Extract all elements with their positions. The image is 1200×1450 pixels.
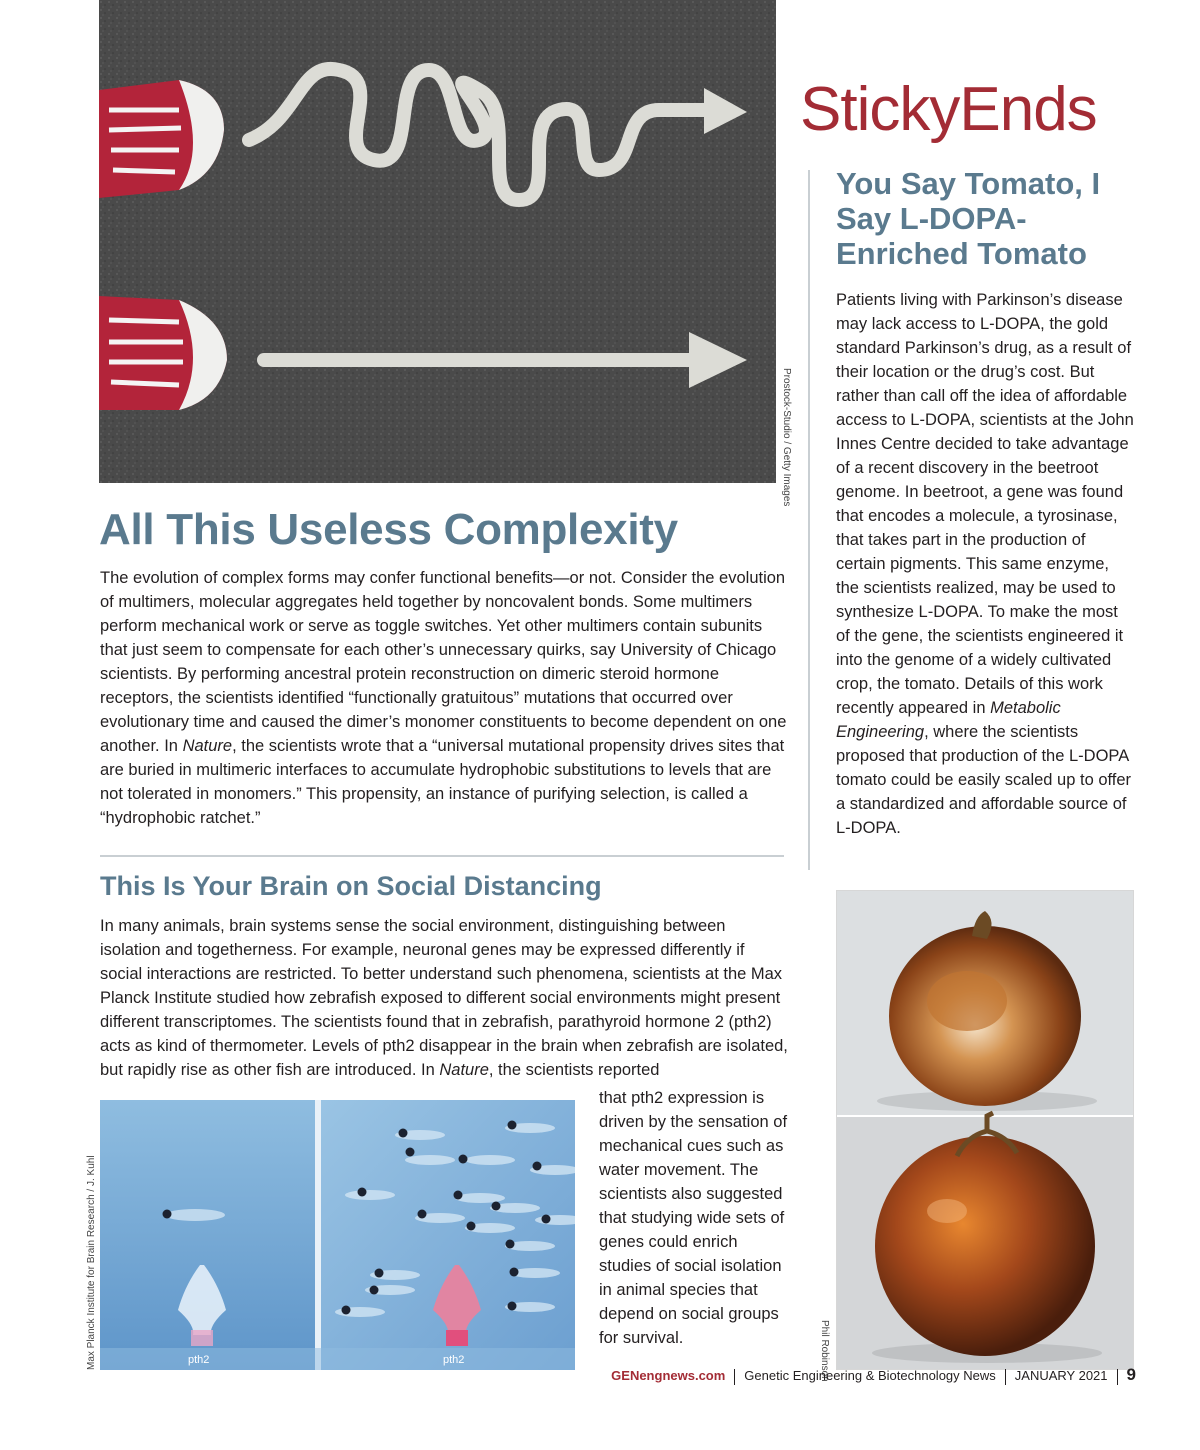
right-body-text-1: Patients living with Parkinson’s disease may lack access to L-DOPA, the gold standard Parkinson’s drug, as a result of their location or the drug’s cost. But rather than call off the idea of affordable access to L-DOPA, scientists at the John Innes Centre decided to take advantage of a recent discovery in the beetroot genome. In beetroot, a gene was found that encodes a molecule, a tyrosinase, that takes part in the production of certain pigments. This same enzyme, the scientists realized, may be used to synthesize L-DOPA. To make the most of the gene, the scientists engineered it into the genome of a widely cultivated crop, the tomato. Details of this work recently appeared in — [836, 291, 1134, 717]
second-article-headline: This Is Your Brain on Social Distancing — [100, 871, 602, 901]
tomato-photo-credit: Phil Robinson — [819, 1320, 830, 1382]
pth2-label-left: pth2 — [188, 1354, 210, 1366]
right-article-body — [836, 288, 1136, 840]
main-article-body — [100, 566, 790, 830]
right-body-text-2: , where the scientists proposed that production of the L-DOPA tomato could be easily scaled up to offer a standardized and affordable source of L-DOPA. — [836, 723, 1132, 837]
pth2-label-right: pth2 — [443, 1354, 465, 1366]
second-body-text-2: , the scientists reported — [488, 1061, 660, 1079]
second-body-text-1: In many animals, brain systems sense the social environment, distinguishing between isolation and togetherness. For example, neuronal genes may be expressed differently if social interactions are restricted. To better understand such phenomena, scientists at the Max Planck Institute studied how zebrafish exposed to different social environments might present different transcriptomes. The scientists found that in zebrafish, parathyroid hormone 2 (pth2) acts as kind of thermometer. Levels of pth2 disappear in the brain when zebrafish are isolated, but rapidly rise as other fish are introduced. In — [100, 917, 788, 1079]
main-journal-name: Nature — [182, 737, 233, 755]
footer-date: JANUARY 2021 — [1014, 1368, 1108, 1383]
hero-photo — [99, 0, 776, 483]
main-body-text-1: The evolution of complex forms may confer functional benefits—or not. Consider the evolution of multimers, molecular aggregates held together by noncovalent bonds. Some multimers perform mechanical work or serve as toggle switches. Yet other multimers contain subunits that just seem to compensate for each other’s unnecessary quirks, say University of Chicago scientists. By performing ancestral protein reconstruction on dimeric steroid hormone receptors, the scientists identified “functionally gratuitous” mutations that occurred over evolutionary time and caused the dimer’s monomer constituents to become dependent on one another. In — [100, 569, 787, 755]
footer-site-link[interactable]: GENengnews.com — [611, 1368, 726, 1383]
right-column-rule — [808, 170, 810, 870]
right-article-headline: You Say Tomato, I Say L-DOPA-Enriched Tomato — [836, 166, 1101, 271]
section-title: StickyEnds — [800, 75, 1097, 144]
second-article-body — [100, 914, 790, 1082]
footer-separator — [1117, 1369, 1118, 1385]
second-journal-name: Nature — [439, 1061, 489, 1079]
footer-separator — [734, 1369, 735, 1385]
illustration-credit: Max Planck Institute for Brain Research / J. Kuhl — [86, 1155, 97, 1370]
hero-photo-credit: Prostock-Studio / Getty Images — [781, 368, 792, 507]
sneakers-arrows-illustration — [99, 0, 776, 483]
footer-separator — [1005, 1369, 1006, 1385]
tomato-illustration — [837, 891, 1134, 1370]
zebrafish-illustration — [100, 1100, 575, 1370]
second-article-body-continued: that pth2 expression is driven by the sensation of mechanical cues such as water movement. The scientists also suggested that studying wide sets of genes could enrich studies of social isolation in animal species that depend on social groups for survival. — [599, 1089, 788, 1347]
page-footer — [611, 1365, 1136, 1386]
page-number: 9 — [1126, 1365, 1136, 1384]
main-article-headline: All This Useless Complexity — [99, 505, 678, 554]
main-body-text-2: , the scientists wrote that a “universal mutational propensity drives sites that are buried in multimeric interfaces to accumulate hydrophobic substitutions to levels that are not tolerated in monomers.” This propensity, an instance of purifying selection, is called a “hydrophobic ratchet.” — [100, 737, 785, 827]
tomato-photo — [836, 890, 1134, 1370]
journal-name: Metabolic Engineering — [836, 699, 1061, 741]
footer-publication: Genetic Engineering & Biotechnology News — [744, 1368, 996, 1383]
article-divider — [100, 855, 784, 857]
